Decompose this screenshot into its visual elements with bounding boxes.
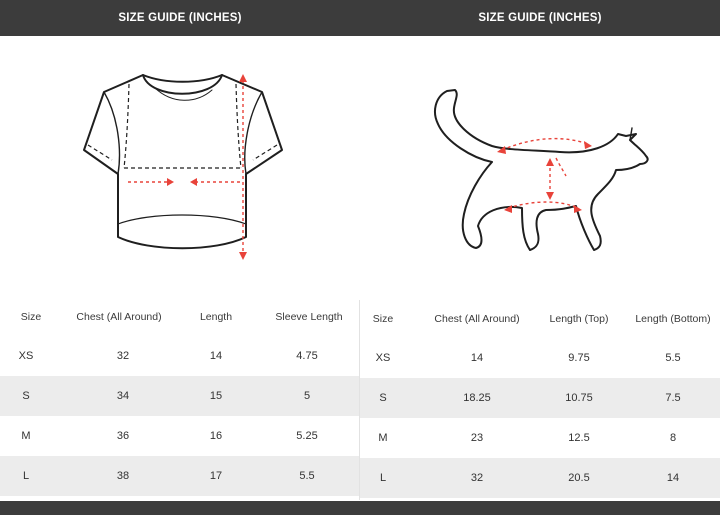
chest-cell: 38 bbox=[116, 470, 130, 482]
size-cell: XS bbox=[375, 352, 391, 364]
length-bottom-cell: 5.5 bbox=[665, 352, 681, 364]
sleeve-cell: 4.75 bbox=[296, 350, 318, 362]
table-header-row bbox=[360, 300, 720, 338]
chest-cell: 32 bbox=[116, 350, 130, 362]
column-header: Chest (All Around) bbox=[76, 311, 162, 323]
panel-divider bbox=[359, 300, 360, 500]
sleeve-cell: 5 bbox=[303, 390, 311, 402]
size-cell: L bbox=[379, 472, 387, 484]
sleeve-cell: 5.25 bbox=[296, 430, 318, 442]
column-header: Length bbox=[199, 311, 233, 323]
size-cell: S bbox=[22, 390, 30, 402]
chest-cell: 23 bbox=[470, 432, 484, 444]
length-bottom-cell: 7.5 bbox=[665, 392, 681, 404]
length-top-cell: 9.75 bbox=[568, 352, 590, 364]
table-row bbox=[0, 336, 360, 376]
length-top-cell: 20.5 bbox=[568, 472, 590, 484]
sleeve-cell: 5.5 bbox=[299, 470, 315, 482]
size-cell: L bbox=[22, 470, 30, 482]
chest-cell: 14 bbox=[470, 352, 484, 364]
chest-cell: 32 bbox=[470, 472, 484, 484]
column-header: Chest (All Around) bbox=[434, 313, 520, 325]
footer-bar bbox=[0, 501, 720, 515]
right-size-guide-title: SIZE GUIDE (INCHES) bbox=[360, 0, 720, 36]
size-cell: M bbox=[378, 432, 388, 444]
chest-cell: 34 bbox=[116, 390, 130, 402]
table-row bbox=[360, 418, 720, 458]
size-cell: M bbox=[21, 430, 31, 442]
right-size-table bbox=[360, 300, 720, 498]
length-cell: 14 bbox=[209, 350, 223, 362]
length-bottom-cell: 14 bbox=[666, 472, 680, 484]
column-header: Sleeve Length bbox=[275, 311, 343, 323]
table-row bbox=[360, 338, 720, 378]
length-cell: 17 bbox=[209, 470, 223, 482]
column-header: Length (Top) bbox=[549, 313, 609, 325]
size-cell: XS bbox=[18, 350, 34, 362]
table-row bbox=[0, 456, 360, 496]
table-row bbox=[0, 416, 360, 456]
chest-cell: 36 bbox=[116, 430, 130, 442]
cat-illustration bbox=[360, 36, 720, 302]
right-size-guide bbox=[360, 0, 720, 515]
left-size-table bbox=[0, 298, 360, 496]
length-cell: 15 bbox=[209, 390, 223, 402]
column-header: Length (Bottom) bbox=[635, 313, 711, 325]
cat-measurement-icon bbox=[360, 36, 720, 302]
tshirt-illustration bbox=[0, 36, 360, 302]
table-header-row bbox=[0, 298, 360, 336]
size-cell: S bbox=[379, 392, 387, 404]
left-size-guide-title: SIZE GUIDE (INCHES) bbox=[0, 0, 360, 36]
tshirt-measurement-icon bbox=[0, 36, 360, 302]
column-header: Size bbox=[20, 311, 42, 323]
length-bottom-cell: 8 bbox=[669, 432, 677, 444]
column-header: Size bbox=[372, 313, 394, 325]
table-row bbox=[360, 378, 720, 418]
length-top-cell: 12.5 bbox=[568, 432, 590, 444]
table-row bbox=[360, 458, 720, 498]
table-row bbox=[0, 376, 360, 416]
chest-cell: 18.25 bbox=[463, 392, 491, 404]
length-top-cell: 10.75 bbox=[565, 392, 593, 404]
length-cell: 16 bbox=[209, 430, 223, 442]
